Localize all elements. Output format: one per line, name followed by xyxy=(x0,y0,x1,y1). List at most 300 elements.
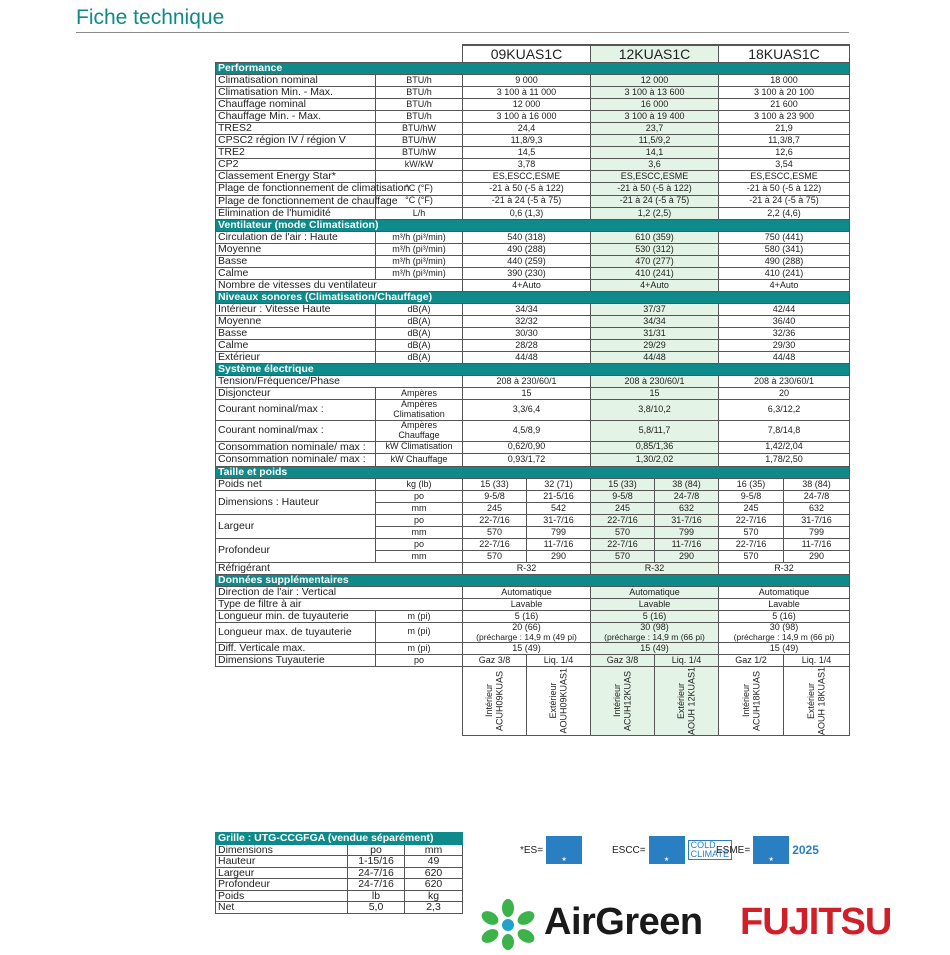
table-row xyxy=(216,87,850,99)
value-cell: -21 à 50 (-5 à 122) xyxy=(591,183,719,196)
row-label: Tension/Fréquence/Phase xyxy=(216,376,463,388)
value-cell: 32/36 xyxy=(719,328,850,340)
section-title: Données supplémentaires xyxy=(216,574,850,586)
energy-star-most-efficient-logo: ★ xyxy=(753,836,789,864)
row-label: Chauffage Min. - Max. xyxy=(216,111,376,123)
row-label: Réfrigérant xyxy=(216,562,463,574)
value-cell: 4,5/8,9 xyxy=(463,420,591,441)
value-cell: 632 xyxy=(655,502,719,514)
value-cell: 31-7/16 xyxy=(784,514,850,526)
value-cell: 21-5/16 xyxy=(527,490,591,502)
grille-label: Hauteur xyxy=(216,856,348,868)
table-row xyxy=(216,280,850,292)
section-title: Système électrique xyxy=(216,364,850,376)
value-cell: 3 100 à 23 900 xyxy=(719,111,850,123)
unit-model-label xyxy=(676,667,697,735)
precharge-note: (précharge : 14,9 m (66 pi) xyxy=(604,631,705,642)
row-label: Moyenne xyxy=(216,316,376,328)
value-cell: 42/44 xyxy=(719,304,850,316)
value-cell: 440 (259) xyxy=(463,256,591,268)
table-row xyxy=(216,183,850,196)
table-row xyxy=(216,598,850,610)
value-cell: 31-7/16 xyxy=(655,514,719,526)
table-row xyxy=(216,376,850,388)
table-row xyxy=(216,454,850,467)
airgreen-snowflake-leaf-icon xyxy=(478,898,538,950)
value-cell: 0,6 (1,3) xyxy=(463,208,591,220)
value-cell: 799 xyxy=(784,526,850,538)
value-cell: 4+Auto xyxy=(591,280,719,292)
unit-models-row xyxy=(216,666,850,735)
value-cell: 22-7/16 xyxy=(719,514,784,526)
row-label: Disjoncteur xyxy=(216,388,376,400)
row-unit xyxy=(376,420,463,441)
value-cell: 1,30/2,02 xyxy=(591,454,719,467)
value-cell: 11,5/9,2 xyxy=(591,135,719,147)
row-label: Extérieur xyxy=(216,352,376,364)
max-length-value: 20 (66) xyxy=(512,621,541,632)
row-label: CP2 xyxy=(216,159,376,171)
max-length-value: 30 (98) xyxy=(640,621,669,632)
table-row xyxy=(216,171,850,183)
grille-table xyxy=(215,832,463,914)
unit-model-label xyxy=(612,671,633,731)
unit-model-cell xyxy=(591,666,655,735)
value-cell: 44/48 xyxy=(719,352,850,364)
grille-value-a: 24-7/16 xyxy=(348,867,405,879)
value-cell: -21 à 50 (-5 à 122) xyxy=(719,183,850,196)
value-cell: 22-7/16 xyxy=(591,538,655,550)
value-cell: 4+Auto xyxy=(463,280,591,292)
value-cell: 3,6 xyxy=(591,159,719,171)
value-cell: 290 xyxy=(655,550,719,562)
grille-row xyxy=(216,867,463,879)
max-length-value: 30 (98) xyxy=(769,621,799,632)
table-row xyxy=(216,654,850,666)
value-cell: 290 xyxy=(784,550,850,562)
row-label: Intérieur : Vitesse Haute xyxy=(216,304,376,316)
row-unit: dB(A) xyxy=(376,304,463,316)
table-row xyxy=(216,441,850,454)
value-cell: 3 100 à 19 400 xyxy=(591,111,719,123)
unit-location: Extérieur xyxy=(548,683,559,720)
value-cell: 410 (241) xyxy=(591,268,719,280)
value-cell: 11-7/16 xyxy=(527,538,591,550)
row-label: Élimination de l'humidité xyxy=(216,208,376,220)
table-row xyxy=(216,256,850,268)
value-cell: 12 000 xyxy=(463,99,591,111)
grille-label: Largeur xyxy=(216,867,348,879)
value-cell: 530 (312) xyxy=(591,244,719,256)
row-unit: °C (°F) xyxy=(376,183,463,196)
value-cell: 5,8/11,7 xyxy=(591,420,719,441)
value-cell: 20 xyxy=(719,388,850,400)
unit-model-label xyxy=(741,671,762,731)
unit-model-cell xyxy=(784,666,850,735)
row-label: Calme xyxy=(216,340,376,352)
value-cell: 24-7/8 xyxy=(655,490,719,502)
model-header-row xyxy=(216,45,850,63)
value-cell: 290 xyxy=(527,550,591,562)
unit-code: ACUH12KUAS xyxy=(622,670,633,732)
table-row xyxy=(216,420,850,441)
table-row xyxy=(216,400,850,421)
value-cell: 245 xyxy=(463,502,527,514)
value-cell: 28/28 xyxy=(463,340,591,352)
section-header-row xyxy=(216,292,850,304)
grille-label: Net xyxy=(216,902,348,914)
unit-code: AOUH09KUAS1 xyxy=(558,668,569,734)
unit-model-label xyxy=(484,671,505,731)
value-cell: 15 (33) xyxy=(463,478,527,490)
value-cell: 208 à 230/60/1 xyxy=(463,376,591,388)
value-cell: 3 100 à 20 100 xyxy=(719,87,850,99)
section-title: Niveaux sonores (Climatisation/Chauffage) xyxy=(216,292,850,304)
value-cell xyxy=(719,622,850,642)
value-cell: 15 (49) xyxy=(719,642,850,654)
unit-model-label xyxy=(806,667,827,735)
row-label: Longueur min. de tuyauterie xyxy=(216,610,376,622)
value-cell: 9-5/8 xyxy=(719,490,784,502)
value-cell: 12,6 xyxy=(719,147,850,159)
grille-label: Dimensions xyxy=(216,844,348,856)
value-cell: 44/48 xyxy=(463,352,591,364)
grille-row xyxy=(216,890,463,902)
value-cell: 31-7/16 xyxy=(527,514,591,526)
table-row xyxy=(216,622,850,642)
unit-location: Intérieur xyxy=(484,684,495,718)
row-unit: mm xyxy=(376,502,463,514)
grille-value-b: 49 xyxy=(405,856,463,868)
table-row xyxy=(216,490,850,502)
row-unit: po xyxy=(376,538,463,550)
unit-location: Intérieur xyxy=(612,684,623,718)
row-unit: kW Climatisation xyxy=(376,441,463,454)
row-label: Longueur max. de tuyauterie xyxy=(216,622,376,642)
table-row xyxy=(216,123,850,135)
unit-line1: Ampères xyxy=(400,419,437,430)
row-unit: BTU/h xyxy=(376,111,463,123)
row-unit: mm xyxy=(376,550,463,562)
value-cell: 570 xyxy=(719,550,784,562)
energy-star-logo: ★ xyxy=(546,836,582,864)
model-name: 09KUAS1C xyxy=(463,45,591,63)
value-cell: ES,ESCC,ESME xyxy=(591,171,719,183)
row-unit: dB(A) xyxy=(376,316,463,328)
value-cell: 32/32 xyxy=(463,316,591,328)
value-cell: 36/40 xyxy=(719,316,850,328)
table-row xyxy=(216,514,850,526)
unit-line1: Ampères xyxy=(400,399,437,410)
row-label: Chauffage nominal xyxy=(216,99,376,111)
value-cell: 0,93/1,72 xyxy=(463,454,591,467)
row-label: Dimensions : Hauteur xyxy=(216,490,376,514)
row-unit: m (pi) xyxy=(376,610,463,622)
esme-legend xyxy=(716,836,819,864)
table-row xyxy=(216,268,850,280)
value-cell: Lavable xyxy=(719,598,850,610)
grille-row xyxy=(216,902,463,914)
value-cell: 3,8/10,2 xyxy=(591,400,719,421)
value-cell: 31/31 xyxy=(591,328,719,340)
blank-cell xyxy=(216,666,463,735)
row-label: Consommation nominale/ max : xyxy=(216,454,376,467)
table-row xyxy=(216,642,850,654)
grille-value-b: kg xyxy=(405,890,463,902)
value-cell: 1,42/2,04 xyxy=(719,441,850,454)
table-row xyxy=(216,562,850,574)
row-label: Calme xyxy=(216,268,376,280)
value-cell: Liq. 1/4 xyxy=(527,654,591,666)
value-cell: 9-5/8 xyxy=(591,490,655,502)
row-unit: Ampères xyxy=(376,388,463,400)
value-cell: Automatique xyxy=(591,586,719,598)
grille-row xyxy=(216,879,463,891)
value-cell: 29/30 xyxy=(719,340,850,352)
table-row xyxy=(216,388,850,400)
value-cell: Gaz 3/8 xyxy=(591,654,655,666)
value-cell: 22-7/16 xyxy=(463,514,527,526)
grille-value-a: 24-7/16 xyxy=(348,879,405,891)
value-cell: 580 (341) xyxy=(719,244,850,256)
unit-model-label xyxy=(548,668,569,734)
value-cell: 32 (71) xyxy=(527,478,591,490)
value-cell: 9 000 xyxy=(463,75,591,87)
value-cell: 208 à 230/60/1 xyxy=(719,376,850,388)
es-label: *ES= xyxy=(520,844,544,856)
section-header-row xyxy=(216,466,850,478)
header-spacer xyxy=(216,45,463,63)
value-cell: 799 xyxy=(527,526,591,538)
unit-model-cell xyxy=(463,666,527,735)
es-legend xyxy=(520,836,582,864)
row-label: Profondeur xyxy=(216,538,376,562)
row-label: Plage de fonctionnement de chauffage xyxy=(216,195,376,208)
value-cell: 470 (277) xyxy=(591,256,719,268)
row-unit: BTU/hW xyxy=(376,123,463,135)
row-unit: mm xyxy=(376,526,463,538)
row-unit: m (pi) xyxy=(376,642,463,654)
grille-label: Profondeur xyxy=(216,879,348,891)
unit-line2: Chauffage xyxy=(398,429,440,440)
table-row xyxy=(216,135,850,147)
unit-model-cell xyxy=(719,666,784,735)
row-unit: m³/h (pi³/min) xyxy=(376,244,463,256)
value-cell: 15 xyxy=(463,388,591,400)
value-cell: 3 100 à 11 000 xyxy=(463,87,591,99)
value-cell: R-32 xyxy=(463,562,591,574)
value-cell: 410 (241) xyxy=(719,268,850,280)
unit-code: AOUH 18KUAS1 xyxy=(816,666,827,736)
value-cell: 632 xyxy=(784,502,850,514)
value-cell: 1,78/2,50 xyxy=(719,454,850,467)
unit-code: AOUH 12KUAS1 xyxy=(686,666,697,736)
table-row xyxy=(216,99,850,111)
row-unit: BTU/h xyxy=(376,99,463,111)
section-header-row xyxy=(216,364,850,376)
value-cell: 542 xyxy=(527,502,591,514)
page-title: Fiche technique xyxy=(76,6,225,29)
esme-label: ESME= xyxy=(716,844,751,856)
value-cell: 9-5/8 xyxy=(463,490,527,502)
value-cell: 34/34 xyxy=(591,316,719,328)
grille-value-a: lb xyxy=(348,890,405,902)
value-cell: 570 xyxy=(591,550,655,562)
value-cell: 7,8/14,8 xyxy=(719,420,850,441)
table-row xyxy=(216,232,850,244)
value-cell: 14,1 xyxy=(591,147,719,159)
row-unit: dB(A) xyxy=(376,340,463,352)
row-unit: BTU/hW xyxy=(376,147,463,159)
row-unit: m (pi) xyxy=(376,622,463,642)
grille-row xyxy=(216,856,463,868)
grille-value-b: 620 xyxy=(405,867,463,879)
table-row xyxy=(216,538,850,550)
brand-footer xyxy=(478,898,892,950)
table-row xyxy=(216,75,850,87)
unit-model-cell xyxy=(527,666,591,735)
spec-table xyxy=(215,44,850,736)
row-label: Plage de fonctionnement de climatisation xyxy=(216,183,376,196)
value-cell: 390 (230) xyxy=(463,268,591,280)
value-cell: 490 (288) xyxy=(463,244,591,256)
row-unit xyxy=(376,171,463,183)
grille-value-a: 1-15/16 xyxy=(348,856,405,868)
value-cell: 29/29 xyxy=(591,340,719,352)
unit-code: ACUH18KUAS xyxy=(751,670,761,732)
value-cell: 24,4 xyxy=(463,123,591,135)
row-unit: po xyxy=(376,490,463,502)
grille-value-b: 620 xyxy=(405,879,463,891)
row-label: Climatisation nominal xyxy=(216,75,376,87)
value-cell: Automatique xyxy=(463,586,591,598)
table-row xyxy=(216,478,850,490)
value-cell: 3 100 à 16 000 xyxy=(463,111,591,123)
value-cell: 11-7/16 xyxy=(784,538,850,550)
row-unit: BTU/hW xyxy=(376,135,463,147)
value-cell: -21 à 24 (-5 à 75) xyxy=(719,195,850,208)
value-cell: 750 (441) xyxy=(719,232,850,244)
value-cell: 16 (35) xyxy=(719,478,784,490)
value-cell: Liq. 1/4 xyxy=(655,654,719,666)
value-cell: 15 xyxy=(591,388,719,400)
row-unit: kW Chauffage xyxy=(376,454,463,467)
unit-code: ACUH09KUAS xyxy=(494,670,505,732)
value-cell: 3,54 xyxy=(719,159,850,171)
row-unit: m³/h (pi³/min) xyxy=(376,232,463,244)
row-label: Dimensions Tuyauterie xyxy=(216,654,376,666)
grille-value-b: mm xyxy=(405,844,463,856)
value-cell: 11,8/9,3 xyxy=(463,135,591,147)
row-label: Poids net xyxy=(216,478,376,490)
row-unit: dB(A) xyxy=(376,352,463,364)
value-cell: 6,3/12,2 xyxy=(719,400,850,421)
value-cell: 490 (288) xyxy=(719,256,850,268)
unit-location: Extérieur xyxy=(676,683,687,720)
value-cell: 5 (16) xyxy=(463,610,591,622)
table-row xyxy=(216,195,850,208)
cold-line1: COLD xyxy=(690,839,716,850)
value-cell: 610 (359) xyxy=(591,232,719,244)
value-cell: 24-7/8 xyxy=(784,490,850,502)
value-cell: Liq. 1/4 xyxy=(784,654,850,666)
value-cell: 799 xyxy=(655,526,719,538)
value-cell: 3 100 à 13 600 xyxy=(591,87,719,99)
value-cell: 44/48 xyxy=(591,352,719,364)
row-unit: BTU/h xyxy=(376,87,463,99)
section-header-row xyxy=(216,63,850,75)
table-row xyxy=(216,304,850,316)
row-unit: kg (lb) xyxy=(376,478,463,490)
row-label: Circulation de l'air : Haute xyxy=(216,232,376,244)
value-cell: 22-7/16 xyxy=(719,538,784,550)
fujitsu-logo-text: FUJITSU xyxy=(740,901,892,943)
table-row xyxy=(216,586,850,598)
value-cell: 15 (33) xyxy=(591,478,655,490)
row-label: TRE2 xyxy=(216,147,376,159)
section-title: Ventilateur (mode Climatisation) xyxy=(216,220,850,232)
value-cell: 0,85/1,36 xyxy=(591,441,719,454)
table-row xyxy=(216,147,850,159)
value-cell: 245 xyxy=(591,502,655,514)
row-unit: m³/h (pi³/min) xyxy=(376,268,463,280)
value-cell: 37/37 xyxy=(591,304,719,316)
value-cell: 570 xyxy=(463,526,527,538)
row-unit: po xyxy=(376,654,463,666)
value-cell: 21 600 xyxy=(719,99,850,111)
row-label: CPSC2 région IV / région V xyxy=(216,135,376,147)
value-cell: 21,9 xyxy=(719,123,850,135)
row-label: Basse xyxy=(216,328,376,340)
row-label: TRES2 xyxy=(216,123,376,135)
value-cell: R-32 xyxy=(719,562,850,574)
value-cell: 38 (84) xyxy=(655,478,719,490)
grille-header-row xyxy=(216,833,463,845)
unit-model-cell xyxy=(655,666,719,735)
value-cell: -21 à 24 (-5 à 75) xyxy=(463,195,591,208)
escc-label: ESCC= xyxy=(612,844,646,856)
value-cell: Automatique xyxy=(719,586,850,598)
row-label: Nombre de vitesses du ventilateur xyxy=(216,280,463,292)
value-cell: 12 000 xyxy=(591,75,719,87)
row-label: Courant nominal/max : xyxy=(216,420,376,441)
grille-title: Grille : UTG-CCGFGA (vendue séparément) xyxy=(216,833,463,845)
value-cell: 22-7/16 xyxy=(591,514,655,526)
value-cell: Lavable xyxy=(591,598,719,610)
precharge-note: (précharge : 14,9 m (66 pi) xyxy=(733,631,835,642)
value-cell: 11,3/8,7 xyxy=(719,135,850,147)
row-unit: °C (°F) xyxy=(376,195,463,208)
esme-year: 2025 xyxy=(792,843,819,857)
row-label: Consommation nominale/ max : xyxy=(216,441,376,454)
row-label: Courant nominal/max : xyxy=(216,400,376,421)
value-cell: 570 xyxy=(591,526,655,538)
value-cell: 23,7 xyxy=(591,123,719,135)
value-cell: 15 (49) xyxy=(463,642,591,654)
unit-location: Extérieur xyxy=(806,683,817,720)
row-label: Moyenne xyxy=(216,244,376,256)
model-name: 12KUAS1C xyxy=(591,45,719,63)
value-cell: 11-7/16 xyxy=(655,538,719,550)
table-row xyxy=(216,340,850,352)
section-header-row xyxy=(216,220,850,232)
value-cell xyxy=(463,622,591,642)
table-row xyxy=(216,610,850,622)
grille-value-a: 5,0 xyxy=(348,902,405,914)
row-label: Type de filtre à air xyxy=(216,598,463,610)
table-row xyxy=(216,159,850,171)
value-cell: ES,ESCC,ESME xyxy=(463,171,591,183)
